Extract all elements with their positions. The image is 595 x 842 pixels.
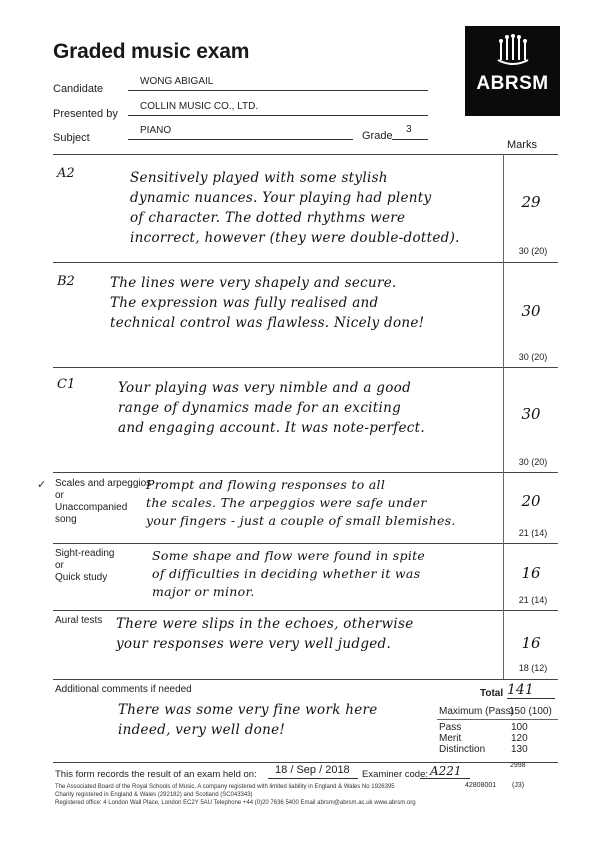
section-comment: There were slips in the echoes, otherwise your responses were very well judged. (116, 616, 414, 652)
legal-text: The Associated Board of the Royal Schools of Music. A company registered with limited liability in England & Wales No 1926395 Charity registered in England & Wales (292182) and Scotland (SC043343) Registered office: 4 London Wall Place, London EC2Y 5AU Telephone +44 (0)20 7636 5400 Email abrsm@abrsm.ac.uk www.abrsm.org (55, 784, 416, 806)
distinction-value: 130 (511, 744, 528, 755)
maximum-label: Maximum (Pass) (439, 706, 515, 717)
section-comment: Your playing was very nimble and a good range of dynamics made for an exciting and engaging account. It was note-perfect. (118, 380, 425, 436)
section-max: 30 (20) (518, 352, 548, 362)
examiner-line (420, 778, 470, 779)
candidate-value: WONG ABIGAIL (140, 76, 214, 87)
section-max: 18 (12) (518, 663, 548, 673)
additional-comment: There was some very fine work here indeed, very well done! (118, 702, 378, 738)
section-comment: Prompt and flowing responses to all the scales. The arpeggios were safe under your fingers - just a couple of small blemishes. (146, 477, 456, 528)
candidate-line (128, 90, 428, 91)
divider (53, 262, 558, 263)
divider (437, 719, 558, 720)
divider (53, 472, 558, 473)
section-mark: 30 (521, 405, 541, 423)
section-max: 21 (14) (518, 595, 548, 605)
divider (53, 367, 558, 368)
candidate-label: Candidate (53, 83, 104, 95)
section-mark: 16 (521, 634, 541, 652)
presented-label: Presented by (53, 108, 118, 120)
section-label-aural: Aural tests (55, 615, 103, 626)
section-code: B2 (57, 274, 75, 289)
distinction-label: Distinction (439, 744, 486, 755)
crown-icon (465, 34, 560, 73)
section-code: C1 (57, 377, 76, 392)
section-label-scales: Scales and arpeggios or Unaccompanied song (55, 478, 152, 525)
total-label: Total (480, 688, 504, 699)
presented-line (128, 115, 428, 116)
date-line (268, 778, 358, 779)
grade-value: 3 (406, 124, 412, 135)
grade-label: Grade (362, 130, 393, 142)
divider (53, 154, 558, 155)
maximum-value: 150 (100) (509, 706, 552, 717)
exam-year: 2018 (325, 764, 350, 776)
page-title: Graded music exam (53, 40, 250, 63)
section-mark: 20 (521, 492, 541, 510)
section-mark: 30 (521, 302, 541, 320)
examiner-code-label: Examiner code: (362, 769, 429, 780)
brand-name: ABRSM (476, 73, 549, 94)
code-number: 2998 (510, 762, 526, 769)
divider (53, 610, 558, 611)
divider (53, 679, 558, 680)
abrsm-logo (465, 26, 560, 116)
section-comment: Sensitively played with some stylish dynamic nuances. Your playing had plenty of character. The dotted rhythms were incorrect, however (they were double-dotted). (130, 170, 460, 246)
section-max: 30 (20) (518, 246, 548, 256)
merit-label: Merit (439, 733, 462, 744)
divider (53, 543, 558, 544)
divider (53, 762, 558, 763)
exam-date (275, 764, 350, 776)
section-max: 21 (14) (518, 528, 548, 538)
date-separator: / (319, 764, 323, 776)
section-label-sight-reading: Sight-reading or Quick study (55, 548, 115, 583)
subject-value: PIANO (140, 125, 172, 136)
section-mark: 16 (521, 564, 541, 582)
marks-column-divider (503, 154, 504, 679)
section-comment: The lines were very shapely and secure. The expression was fully realised and technical control was flawless. Nicely done! (110, 275, 425, 331)
section-code: A2 (57, 166, 75, 181)
additional-comments-label: Additional comments if needed (55, 684, 192, 695)
section-comment: Some shape and flow were found in spite of difficulties in deciding whether it was major or minor. (152, 548, 426, 599)
exam-month: Sep (296, 764, 317, 776)
merit-value: 120 (511, 733, 528, 744)
pass-value: 100 (511, 722, 528, 733)
section-max: 30 (20) (518, 457, 548, 467)
subject-line (128, 139, 353, 140)
page-reference: (J3) (512, 782, 525, 789)
form-number: 42808001 (465, 782, 497, 789)
subject-label: Subject (53, 132, 90, 144)
tick-mark: ✓ (37, 479, 47, 491)
total-value: 141 (507, 682, 555, 699)
held-on-label: This form records the result of an exam held on: (55, 769, 257, 780)
examiner-code-value: A221 (430, 764, 462, 778)
exam-day: 18 (275, 764, 288, 776)
pass-label: Pass (439, 722, 462, 733)
grade-line (392, 139, 428, 140)
presented-value: COLLIN MUSIC CO., LTD. (140, 101, 259, 112)
marks-heading: Marks (507, 139, 537, 151)
date-separator: / (290, 764, 294, 776)
section-mark: 29 (521, 193, 541, 211)
